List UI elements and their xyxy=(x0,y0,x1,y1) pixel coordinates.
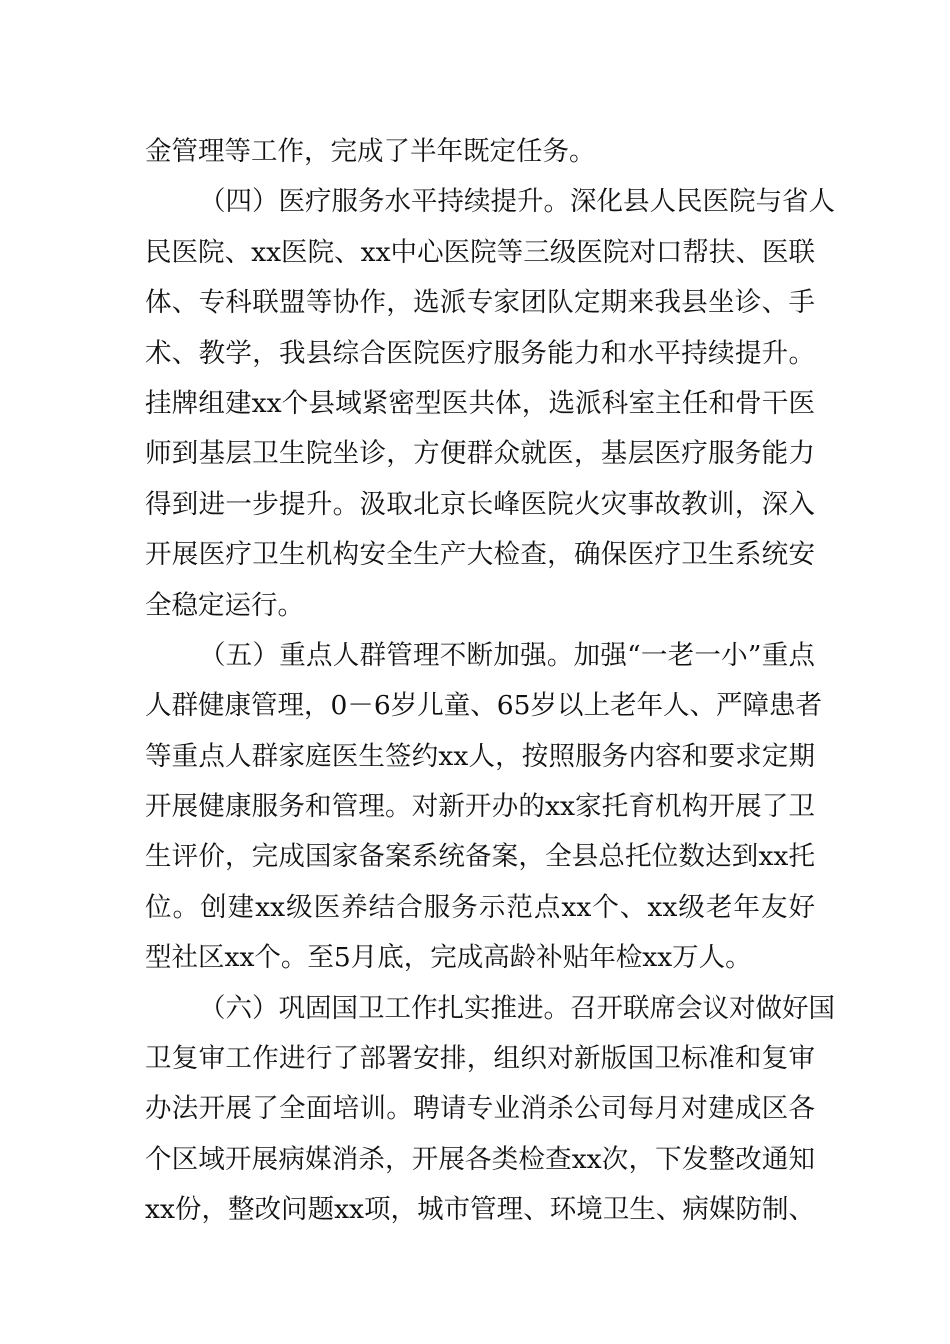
text-line: 型社区xx个。至5月底，完成高龄补贴年检xx万人。 xyxy=(145,942,752,974)
text-line: 金管理等工作，完成了半年既定任务。 xyxy=(145,136,596,167)
text-line: 生评价，完成国家备案系统备案，全县总托位数达到xx托 xyxy=(145,841,815,873)
text-line: 开展健康服务和管理。对新开办的xx家托育机构开展了卫 xyxy=(145,791,815,823)
text-line: 全稳定运行。 xyxy=(145,589,304,621)
text-line: 民医院、xx医院、xx中心医院等三级医院对口帮扶、医联 xyxy=(145,236,815,268)
text-line: 位。创建xx级医养结合服务示范点xx个、xx级老年友好 xyxy=(145,891,815,923)
document-body xyxy=(145,127,835,1236)
text-line: （五）重点人群管理不断加强。加强“一老一小”重点 xyxy=(199,639,815,671)
text-line: 办法开展了全面培训。聘请专业消杀公司每月对建成区各 xyxy=(145,1093,815,1125)
text-line: 开展医疗卫生机构安全生产大检查，确保医疗卫生系统安 xyxy=(145,539,815,571)
text-line: （四）医疗服务水平持续提升。深化县人民医院与省人 xyxy=(199,186,835,218)
text-line: 术、教学，我县综合医院医疗服务能力和水平持续提升。 xyxy=(145,337,815,369)
text-line: xx份，整改问题xx项，城市管理、环境卫生、病媒防制、 xyxy=(145,1194,815,1226)
text-line: 挂牌组建xx个县域紧密型医共体，选派科室主任和骨干医 xyxy=(145,387,815,419)
text-line: 卫复审工作进行了部署安排，组织对新版国卫标准和复审 xyxy=(145,1043,815,1075)
text-line: （六）巩固国卫工作扎实推进。召开联席会议对做好国 xyxy=(199,992,835,1024)
text-line: 得到进一步提升。汲取北京长峰医院火灾事故教训，深入 xyxy=(145,488,815,520)
text-line: 等重点人群家庭医生签约xx人，按照服务内容和要求定期 xyxy=(145,740,815,772)
text-line: 师到基层卫生院坐诊，方便群众就医，基层医疗服务能力 xyxy=(145,438,815,470)
text-line: 个区域开展病媒消杀，开展各类检查xx次，下发整改通知 xyxy=(145,1143,815,1175)
text-line: 人群健康管理，0－6岁儿童、65岁以上老年人、严障患者 xyxy=(145,690,822,722)
text-line: 体、专科联盟等协作，选派专家团队定期来我县坐诊、手 xyxy=(145,287,815,319)
